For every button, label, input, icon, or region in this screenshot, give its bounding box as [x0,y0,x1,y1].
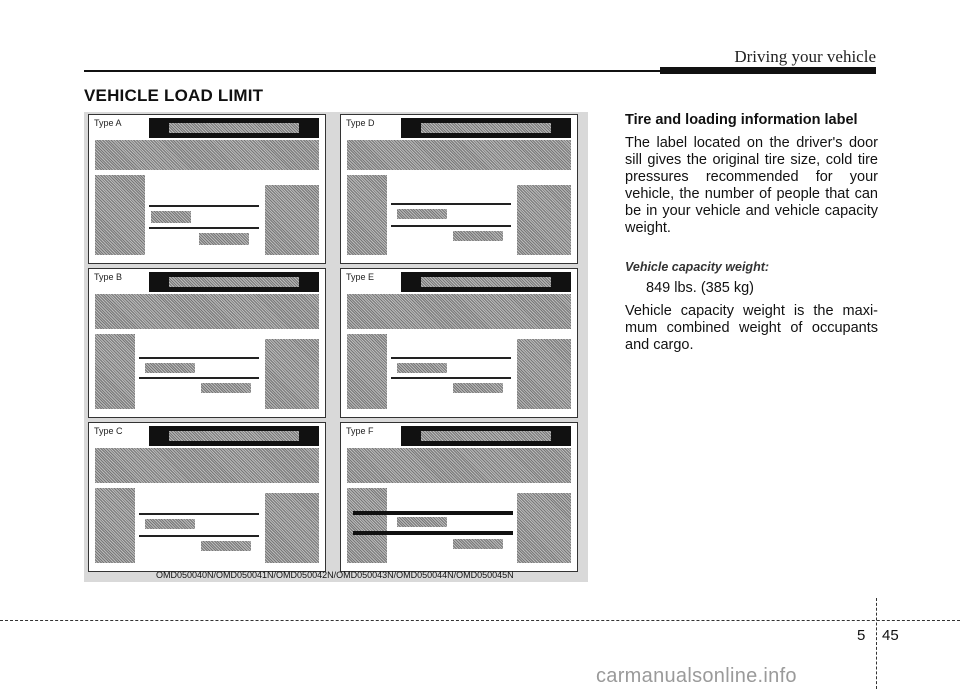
paragraph: The label located on the driver's door sill gives the original tire size, cold tire pressures recommended for your vehicle, the number of people that can be in your vehicle and vehicle capacity weight. [625,135,878,236]
figure-caption: OMD050040N/OMD050041N/OMD050042N/OMD050043N/OMD050044N/OMD050045N [156,570,514,580]
chapter-number: 5 [857,627,866,644]
tire-label-type-c [88,422,326,572]
text-column [625,112,878,354]
tire-label-type-a [88,114,326,264]
footer-divider [876,598,877,689]
type-label: Type C [91,425,126,437]
type-label: Type B [91,271,125,283]
type-label: Type A [91,117,125,129]
paragraph: Vehicle capacity weight is the maxi-mum combined weight of occupants and cargo. [625,303,878,353]
tire-label-type-b [88,268,326,418]
tire-label-type-e [340,268,578,418]
watermark: carmanualsonline.info [596,665,797,687]
type-label: Type F [343,425,377,437]
running-header: Driving your vehicle [734,47,876,66]
capacity-label: Vehicle capacity weight: [625,260,770,274]
section-title: VEHICLE LOAD LIMIT [84,86,264,105]
header-rule [84,70,876,72]
type-label: Type E [343,271,377,283]
tire-label-type-f [340,422,578,572]
tire-label-figure [84,112,588,582]
footer-rule [0,620,960,621]
capacity-value: 849 lbs. (385 kg) [646,280,755,296]
subheading: Tire and loading information label [625,112,858,128]
tire-label-type-d [340,114,578,264]
page-number: 45 [882,627,899,644]
type-label: Type D [343,117,378,129]
